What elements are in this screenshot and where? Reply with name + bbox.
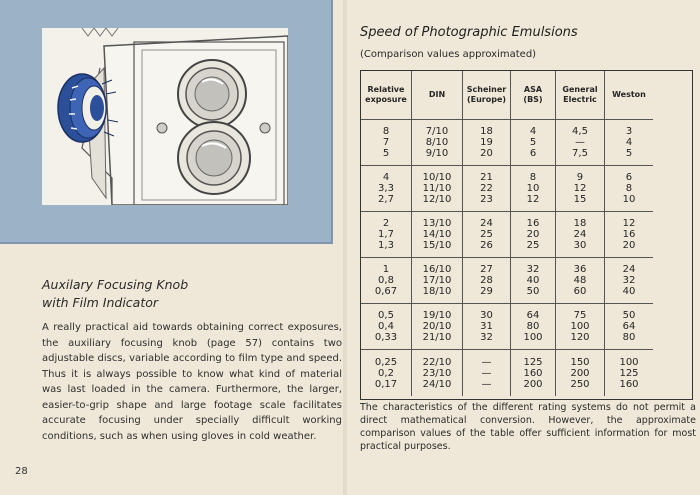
heading-line-1: Auxilary Focusing Knob: [42, 277, 189, 292]
header-din: DIN: [412, 71, 463, 120]
table-cell: 9 12 15: [556, 166, 605, 212]
table-cell: 36 48 60: [556, 258, 605, 304]
table-cell: 2 1,7 1,3: [361, 212, 412, 258]
header-general-electric: General Electric: [556, 71, 605, 120]
header-asa: ASA (BS): [511, 71, 556, 120]
table-cell: 50 64 80: [605, 304, 653, 350]
table-cell: 4,5 — 7,5: [556, 120, 605, 166]
table-cell: 8 10 12: [511, 166, 556, 212]
table-subtitle: (Comparison values approximated): [360, 49, 537, 60]
heading-line-2: with Film Indicator: [42, 295, 159, 310]
table-cell: 125 160 200: [511, 350, 556, 396]
table-cell: 3 4 5: [605, 120, 653, 166]
page-gutter: [343, 0, 347, 495]
table-title: Speed of Photographic Emulsions: [360, 25, 578, 40]
table-cell: 24 25 26: [463, 212, 511, 258]
page-number: 28: [15, 466, 28, 477]
camera-drawing: [42, 28, 288, 205]
emulsion-speed-table: [360, 70, 693, 400]
table-cell: 4 3,3 2,7: [361, 166, 412, 212]
table-cell: 100 125 160: [619, 356, 639, 390]
illustration-panel: [0, 0, 333, 244]
table-cell: 6 8 10: [605, 166, 653, 212]
header-relative-exposure: Relative exposure: [361, 71, 412, 120]
table-cell: 27 28 29: [463, 258, 511, 304]
camera-illustration: [42, 28, 288, 205]
table-cell: 16 20 25: [511, 212, 556, 258]
table-cell: 64 80 100: [511, 304, 556, 350]
header-scheiner: Scheiner (Europe): [463, 71, 511, 120]
table-cell: 16/10 17/10 18/10: [412, 258, 463, 304]
table-cell: 150 200 250: [556, 350, 605, 396]
right-page: [350, 0, 700, 495]
table-cell: 0,5 0,4 0,33: [361, 304, 412, 350]
table-cell: 13/10 14/10 15/10: [412, 212, 463, 258]
left-page: [0, 0, 340, 495]
body-paragraph: A really practical aid towards obtaining correct exposures, the auxiliary focusing knob (page 57) contains two adjustable discs, variable according to film type and speed. Thus it is always possible to know what kind of material was last loaded in the camera. Furthermore, the larger, easier-to-grip shape and large footage scale facilitates accurate focusing under specially difficult working conditions, such as when using gloves in cold weather.: [42, 322, 342, 442]
table-cell: 22/10 23/10 24/10: [412, 350, 463, 396]
table-cell: 30 31 32: [463, 304, 511, 350]
table-cell: 18 19 20: [463, 120, 511, 166]
table-cell: 12 16 20: [605, 212, 653, 258]
table-cell: 18 24 30: [556, 212, 605, 258]
table-cell: — — —: [463, 350, 511, 396]
section-heading: [42, 276, 302, 312]
table-cell: 24 32 40: [605, 258, 653, 304]
table-cell: 1 0,8 0,67: [361, 258, 412, 304]
table-cell: 4 5 6: [511, 120, 556, 166]
table-cell: 10/10 11/10 12/10: [412, 166, 463, 212]
table-cell: 19/10 20/10 21/10: [412, 304, 463, 350]
table-cell: 8 7 5: [361, 120, 412, 166]
table-cell: 32 40 50: [511, 258, 556, 304]
table-cell: 0,25 0,2 0,17: [361, 350, 412, 396]
header-weston: Weston: [605, 71, 653, 120]
table-cell: 21 22 23: [463, 166, 511, 212]
table-cell: 75 100 120: [556, 304, 605, 350]
table-note: The characteristics of the different rating systems do not permit a direct mathematical conversion. However, the approximate comparison values of the table offer sufficient information for most practical purposes.: [360, 402, 696, 452]
table-cell: 7/10 8/10 9/10: [412, 120, 463, 166]
